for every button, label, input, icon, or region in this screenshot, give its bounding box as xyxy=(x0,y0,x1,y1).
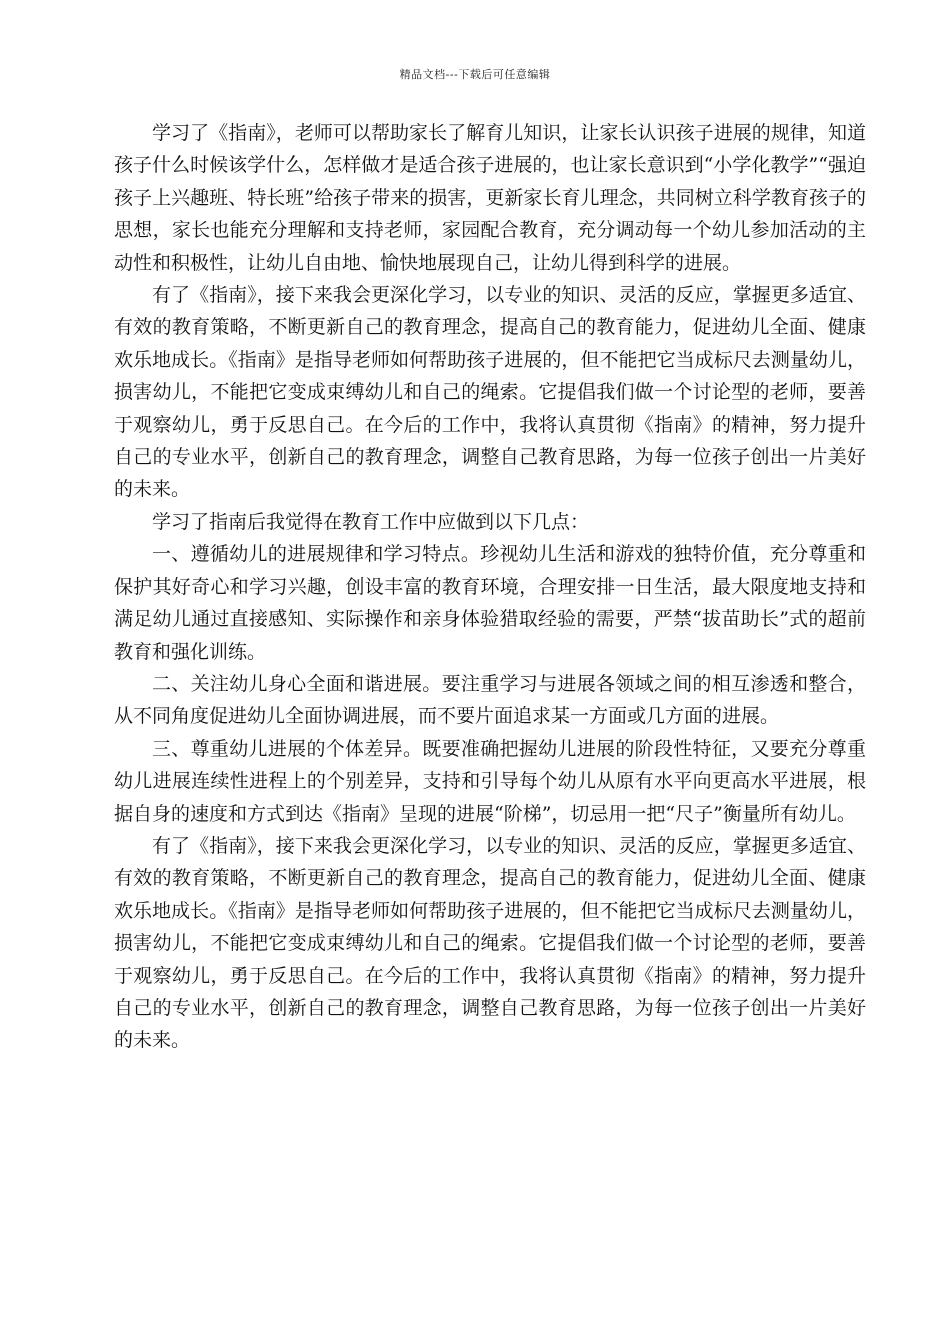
paragraph: 三、尊重幼儿进展的个体差异。既要准确把握幼儿进展的阶段性特征，又要充分尊重幼儿进展连续性进程上的个别差异，支持和引导每个幼儿从原有水平向更高水平进展，根据自身的速度和方式到达《指南》呈现的进展“阶梯”，切忌用一把“尺子”衡量所有幼儿。 xyxy=(114,737,866,825)
paragraph: 有了《指南》，接下来我会更深化学习，以专业的知识、灵活的反应，掌握更多适宜、有效的教育策略，不断更新自己的教育理念，提高自己的教育能力，促进幼儿全面、健康欢乐地成长。《指南》是指导老师如何帮助孩子进展的，但不能把它当成标尺去测量幼儿，损害幼儿，不能把它变成束缚幼儿和自己的绳索。它提倡我们做一个讨论型的老师，要善于观察幼儿，勇于反思自己。在今后的工作中，我将认真贯彻《指南》的精神，努力提升自己的专业水平，创新自己的教育理念，调整自己教育思路，为每一位孩子创出一片美好的未来。 xyxy=(114,284,866,501)
document-body xyxy=(114,117,866,1057)
paragraph: 有了《指南》，接下来我会更深化学习，以专业的知识、灵活的反应，掌握更多适宜、有效的教育策略，不断更新自己的教育理念，提高自己的教育能力，促进幼儿全面、健康欢乐地成长。《指南》是指导老师如何帮助孩子进展的，但不能把它当成标尺去测量幼儿，损害幼儿，不能把它变成束缚幼儿和自己的绳索。它提倡我们做一个讨论型的老师，要善于观察幼儿，勇于反思自己。在今后的工作中，我将认真贯彻《指南》的精神，努力提升自己的专业水平，创新自己的教育理念，调整自己教育思路，为每一位孩子创出一片美好的未来。 xyxy=(114,834,866,1052)
paragraph: 二、关注幼儿身心全面和谐进展。要注重学习与进展各领域之间的相互渗透和整合，从不同角度促进幼儿全面协调进展，而不要片面追求某一方面或几方面的进展。 xyxy=(114,672,866,728)
paragraph: 学习了《指南》，老师可以帮助家长了解育儿知识，让家长认识孩子进展的规律，知道孩子什么时候该学什么，怎样做才是适合孩子进展的，也让家长意识到“小学化教学”“强迫孩子上兴趣班、特长班”给孩子带来的损害，更新家长育儿理念，共同树立科学教育孩子的思想，家长也能充分理解和支持老师，家园配合教育，充分调动每一个幼儿参加活动的主动性和积极性，让幼儿自由地、愉快地展现自己，让幼儿得到科学的进展。 xyxy=(114,122,866,274)
paragraph: 一、遵循幼儿的进展规律和学习特点。珍视幼儿生活和游戏的独特价值，充分尊重和保护其好奇心和学习兴趣，创设丰富的教育环境，合理安排一日生活，最大限度地支持和满足幼儿通过直接感知、实际操作和亲身体验猎取经验的需要，严禁“拔苗助长”式的超前教育和强化训练。 xyxy=(114,543,866,663)
page-header: 精品文档---下载后可任意编辑 xyxy=(399,68,551,81)
paragraph: 学习了指南后我觉得在教育工作中应做到以下几点： xyxy=(152,510,590,533)
